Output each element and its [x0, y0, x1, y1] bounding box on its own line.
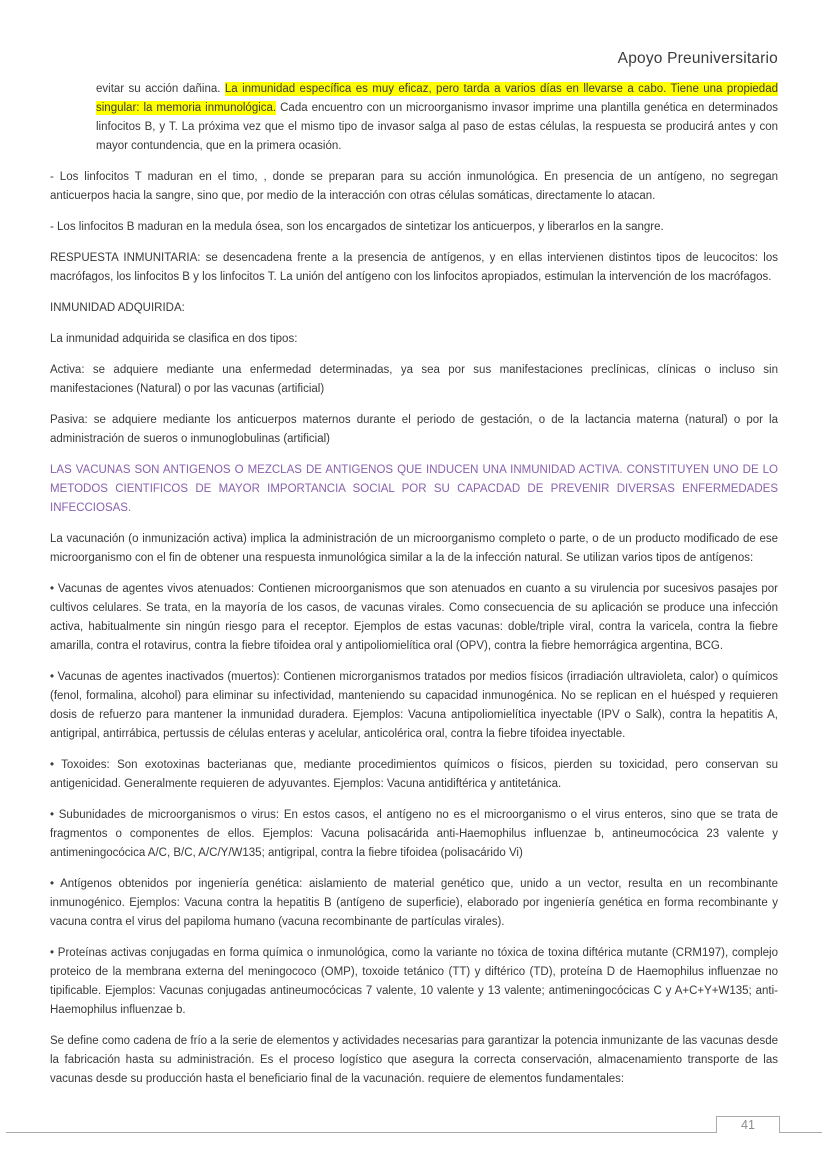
paragraph-inmunidad-pasiva: Pasiva: se adquiere mediante los anticuerpos maternos durante el periodo de gestación, o de la lactancia materna (natural) o por la administración de sueros o inmunoglobulinas (artificial)	[50, 414, 778, 445]
intro-highlighted-text: La inmunidad específica es muy eficaz, pero tarda a varios días en llevarse a cabo. Tiene una propiedad singular: la memoria inmunológica.	[96, 83, 778, 114]
paragraph-intro	[96, 80, 778, 156]
header-title: Apoyo Preuniversitario	[617, 50, 778, 67]
bullet-proteinas-conjugadas: • Proteínas activas conjugadas en forma química o inmunológica, como la variante no tóxica de toxina diftérica mutante (CRM197), complejo proteico de la membrana externa del meningococo (OMP), toxoide tetánico (TT) y diftérico (TD), proteína D de Haemophilus influenzae no tipificable. Ejemplos: Vacunas conjugadas antineumocócicas 7 valente, 10 valente y 13 valente; antimeningocócicas C y A+C+Y+W135; anti-Haemophilus influenzae b.	[50, 947, 778, 1016]
bullet-vacunas-vivos-atenuados: • Vacunas de agentes vivos atenuados: Contienen microorganismos que son atenuados en cuanto a su virulencia por sucesivos pasajes por cultivos celulares. Se trata, en la mayoría de los casos, de vacunas virales. Como consecuencia de su aplicación se produce una infección activa, habitualmente sin ningún riesgo para el receptor. Ejemplos de estas vacunas: doble/triple viral, contra la varicela, contra la fiebre amarilla, contra el rotavirus, contra la fiebre tifoidea oral y antipoliomielítica oral (OPV), contra la fiebre hemorrágica argentina, BCG.	[50, 583, 778, 652]
paragraph-vacunacion: La vacunación (o inmunización activa) implica la administración de un microorganismo completo o parte, o de un producto modificado de ese microorganismo con el fin de obtener una respuesta inmunológica similar a la de la infección natural. Se utilizan varios tipos de antígenos:	[50, 533, 778, 564]
page-number: 41	[741, 1118, 755, 1132]
paragraph-clasificacion: La inmunidad adquirida se clasifica en dos tipos:	[50, 333, 298, 345]
bullet-subunidades: • Subunidades de microorganismos o virus: En estos casos, el antígeno no es el microorganismo o el virus enteros, sino que se trata de fragmentos o componentes de ellos. Ejemplos: Vacuna polisacárida anti-Haemophilus influenzae b, antineumocócica 23 valente y antimeningocócica A/C, B/C, A/C/Y/W135; antigripal, contra la fiebre tifoidea (polisacárido Vi)	[50, 809, 778, 859]
bullet-toxoides: • Toxoides: Son exotoxinas bacterianas que, mediante procedimientos químicos o físicos, pierden su toxicidad, pero conservan su antigenicidad. Generalmente requieren de adyuvantes. Ejemplos: Vacuna antidiftérica y antitetánica.	[50, 759, 778, 790]
paragraph-respuesta-inmunitaria: RESPUESTA INMUNITARIA: se desencadena frente a la presencia de antígenos, y en ellas intervienen distintos tipos de leucocitos: los macrófagos, los linfocitos B y los linfocitos T. La unión del antígeno con los linfocitos apropiados, estimulan la intervención de los macrófagos.	[50, 252, 778, 283]
intro-post-text: Cada encuentro con un microorganismo invasor imprime una plantilla genética en determinados linfocitos B, y T. La próxima vez que el mismo tipo de invasor salga al paso de estas células, la respuesta se producirá antes y con mayor contundencia, que en la primera ocasión.	[96, 102, 779, 152]
document-content	[50, 80, 778, 1101]
footer-divider	[6, 1132, 822, 1133]
intro-pre-text: evitar su acción dañina.	[96, 83, 225, 95]
paragraph-cadena-de-frio: Se define como cadena de frío a la serie de elementos y actividades necesarias para garantizar la potencia inmunizante de las vacunas desde la fabricación hasta su administración. Es el proceso logístico que asegura la correcta conservación, almacenamiento transporte de las vacunas desde su producción hasta el beneficiario final de la vacunación. requiere de elementos fundamentales:	[50, 1035, 778, 1085]
paragraph-linfocitos-b: - Los linfocitos B maduran en la medula ósea, son los encargados de sintetizar los anticuerpos, y liberarlos en la sangre.	[50, 221, 664, 233]
heading-inmunidad-adquirida: INMUNIDAD ADQUIRIDA:	[50, 302, 185, 314]
page-header	[618, 50, 778, 68]
bullet-antigenos-ingenieria-genetica: • Antígenos obtenidos por ingeniería genética: aislamiento de material genético que, unido a un vector, resulta en un recombinante inmunogénico. Ejemplos: Vacuna contra la hepatitis B (antígeno de superficie), elaborado por ingeniería genética en forma recombinante y vacuna contra el virus del papiloma humano (vacuna recombinante de partículas virales).	[50, 878, 778, 928]
paragraph-vacunas-antigenos: LAS VACUNAS SON ANTIGENOS O MEZCLAS DE ANTIGENOS QUE INDUCEN UNA INMUNIDAD ACTIVA. CONSTITUYEN UNO DE LO METODOS CIENTIFICOS DE MAYOR IMPORTANCIA SOCIAL POR SU CAPACDAD DE PREVENIR DIVERSAS ENFERMEDADES INFECCIOSAS.	[50, 464, 778, 514]
page-number-box	[716, 1116, 780, 1133]
paragraph-linfocitos-t: - Los linfocitos T maduran en el timo, , donde se preparan para su acción inmunológica. En presencia de un antígeno, no segregan anticuerpos hacia la sangre, sino que, por medio de la interacción con otras células somáticas, directamente lo atacan.	[50, 171, 778, 202]
bullet-vacunas-inactivados: • Vacunas de agentes inactivados (muertos): Contienen microrganismos tratados por medios físicos (irradiación ultravioleta, calor) o químicos (fenol, formalina, alcohol) para eliminar su infectividad, manteniendo su capacidad inmunogénica. No se replican en el huésped y requieren dosis de refuerzo para mantener la inmunidad duradera. Ejemplos: Vacuna antipoliomielítica inyectable (IPV o Salk), contra la hepatitis A, antigripal, antirrábica, pertussis de células enteras y acelular, anticolérica oral, contra la fiebre tifoidea inyectable.	[50, 671, 778, 740]
paragraph-inmunidad-activa: Activa: se adquiere mediante una enfermedad determinadas, ya sea por sus manifestaciones preclínicas, clínicas o incluso sin manifestaciones (Natural) o por las vacunas (artificial)	[50, 364, 778, 395]
